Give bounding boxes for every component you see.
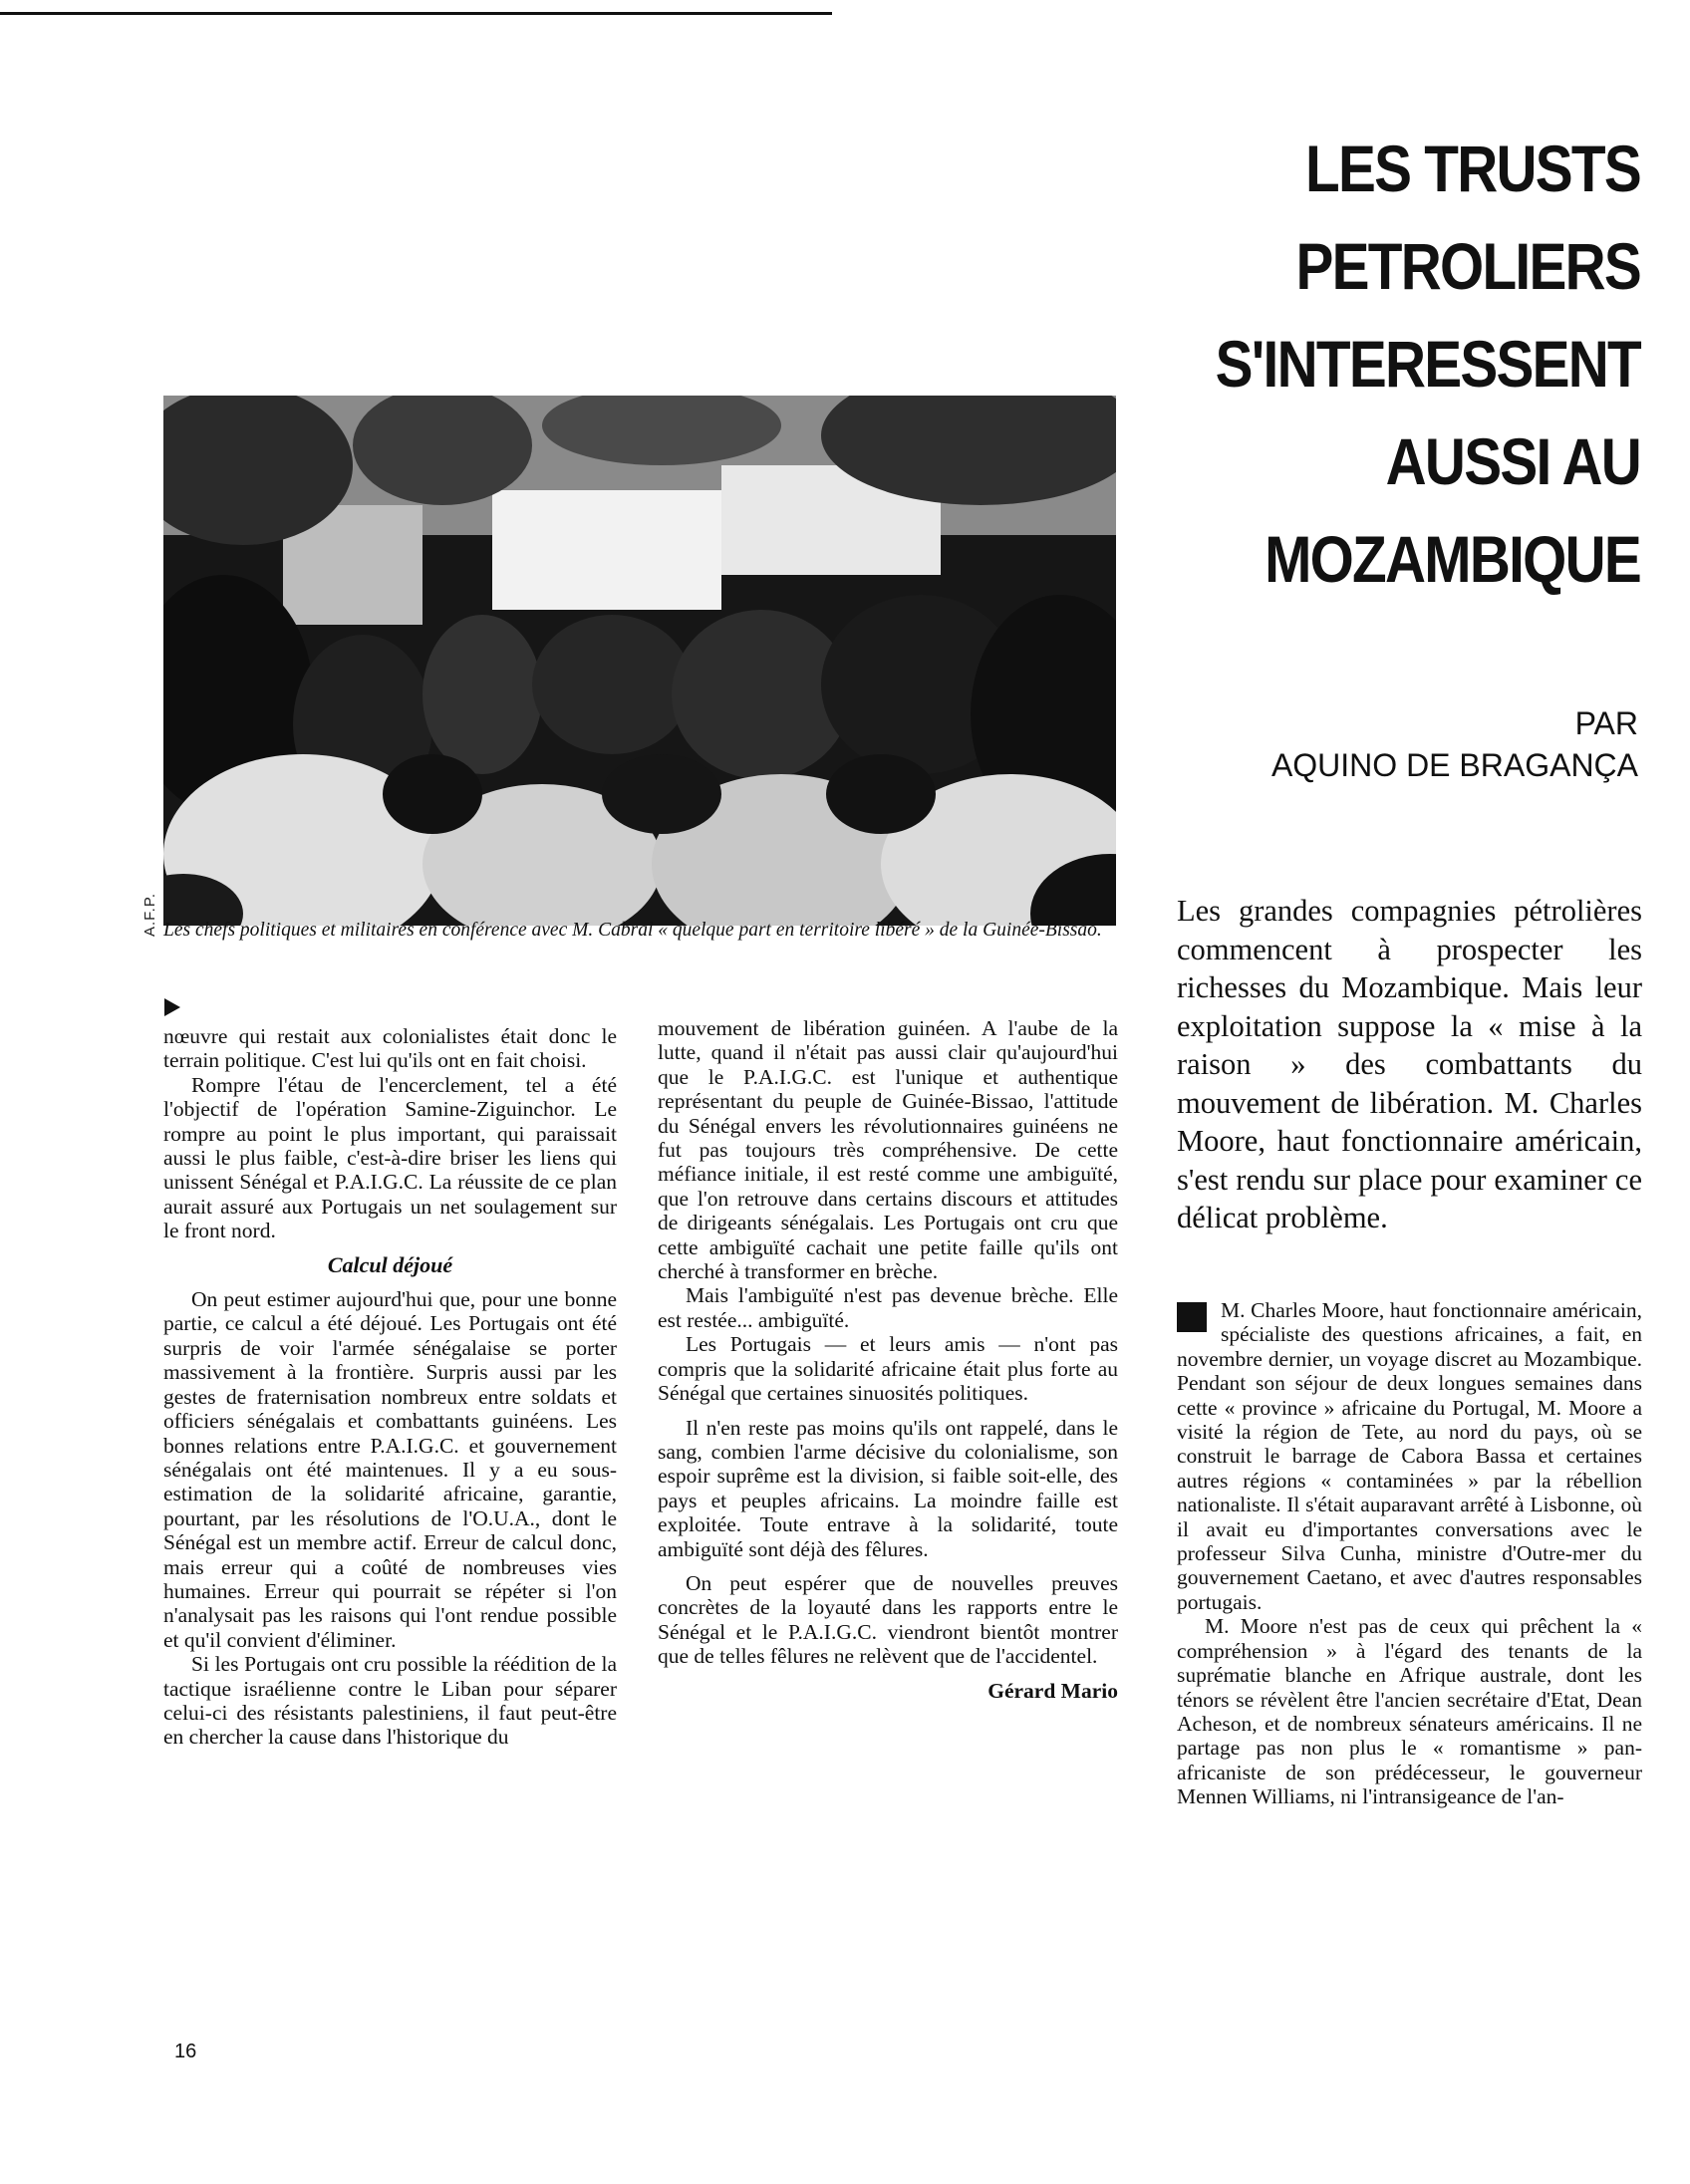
byline-prefix: PAR xyxy=(1574,705,1638,741)
column-2 xyxy=(658,1016,1118,1703)
col2-paragraph-3: Les Portugais — et leurs amis — n'ont pas compris que la solidarité africaine était plus forte au Sénégal que certaines sinuosités politiques. xyxy=(658,1332,1118,1406)
col1-paragraph-3: On peut estimer aujourd'hui que, pour une bonne partie, ce calcul a été déjoué. Les Portugais ont été surpris de voir l'armée sénégalaise se porter massivement à la frontière. Surpris aussi par les gestes de fraternisation nombreux entre soldats et officiers sénégalais et combattants guinéens. Les bonnes relations entre P.A.I.G.C. et gouvernement sénégalais ont été maintenues. Il y a eu sous-estimation de la solidarité africaine, garantie, pourtant, par les résolutions de l'O.U.A., dont le Sénégal est un membre actif. Erreur de calcul donc, mais erreur qui a coûté de nombreuses vies humaines. Erreur qui pourrait se répéter si l'on n'analysait pas les raisons qui l'ont rendue possible et qu'il convient d'éliminer. xyxy=(163,1287,617,1652)
headline-line-1: LES TRUSTS xyxy=(1304,132,1640,205)
headline-line-5: MOZAMBIQUE xyxy=(1265,522,1640,596)
col1-paragraph-1: nœuvre qui restait aux colonialistes était donc le terrain politique. C'est lui qu'ils ont en fait choisi. xyxy=(163,1024,617,1073)
page-number: 16 xyxy=(174,2041,197,2062)
col3-paragraph-1 xyxy=(1177,1298,1642,1614)
photo-caption: Les chefs politiques et militaires en conférence avec M. Cabral « quelque part en territoire libéré » de la Guinée-Bissao. xyxy=(163,920,1102,941)
column-3 xyxy=(1177,1298,1642,1809)
continuation-arrow-icon xyxy=(164,998,180,1016)
col2-paragraph-1: mouvement de libération guinéen. A l'aube de la lutte, quand il n'était pas aussi clair qu'aujourd'hui que le P.A.I.G.C. est l'unique et authentique représentant du peuple de Guinée-Bissao, l'attitude du Sénégal envers les révolutionnaires guinéens ne fut pas toujours très compréhensive. De cette méfiance initiale, il est resté comme une ambiguïté, que l'on retrouve dans certains discours et attitudes de dirigeants sénégalais. Les Portugais ont cru que cette ambiguïté cachait une petite faille qu'ils ont cherché à transformer en brèche. xyxy=(658,1016,1118,1284)
column-1 xyxy=(163,1024,617,1750)
col2-paragraph-2: Mais l'ambiguïté n'est pas devenue brèche. Elle est restée... ambiguïté. xyxy=(658,1283,1118,1332)
headline-line-3: S'INTERESSENT xyxy=(1215,327,1640,401)
top-rule xyxy=(0,12,832,15)
col1-paragraph-4: Si les Portugais ont cru possible la réédition de la tactique israélienne contre le Liban pour séparer celui-ci des résistants palestiniens, il faut peut-être en chercher la cause dans l'historique du xyxy=(163,1652,617,1750)
subhead-calcul-dejoue: Calcul déjoué xyxy=(327,1251,453,1277)
byline-author: AQUINO DE BRAGANÇA xyxy=(1270,747,1638,783)
section-marker-square-icon xyxy=(1177,1302,1207,1332)
author-signature: Gérard Mario xyxy=(987,1678,1118,1703)
headline-line-2: PETROLIERS xyxy=(1295,229,1640,303)
col3-paragraph-1-text: M. Charles Moore, haut fonctionnaire américain, spécialiste des questions africaines, a fait, en novembre dernier, un voyage discret au Mozambique. Pendant son séjour de deux longues semaines dans cette « province » africaine du Portugal, M. Moore a visité la région de Tete, au nord du pays, où se construit le barrage de Cabora Bassa et certaines autres régions « contaminées » par la rébellion nationaliste. Il s'était auparavant arrêté à Lisbonne, où il avait eu d'importantes conversations avec le professeur Silva Cunha, ministre d'Outre-mer du gouvernement Caetano, et avec d'autres responsables portugais. xyxy=(1177,1298,1642,1614)
col2-paragraph-5: On peut espérer que de nouvelles preuves concrètes de la loyauté dans les rapports entre le Sénégal et le P.A.I.G.C. viendront bientôt montrer que de telles fêlures ne relèvent que de l'accidentel. xyxy=(658,1570,1118,1669)
col1-paragraph-2: Rompre l'étau de l'encerclement, tel a été l'objectif de l'opération Samine-Ziguinchor. Le rompre au point le plus important, qui paraissait aussi le plus faible, c'est-à-dire briser les liens qui unissent Sénégal et P.A.I.G.C. La réussite de ce plan aurait assuré aux Portugais un net soulagement sur le front nord. xyxy=(163,1072,617,1243)
photo-credit: A.F.P. xyxy=(141,892,158,937)
headline-line-4: AUSSI AU xyxy=(1385,424,1640,498)
conference-photo xyxy=(163,396,1116,926)
col2-paragraph-4: Il n'en reste pas moins qu'ils ont rappelé, dans le sang, combien l'arme décisive du colonialisme, son espoir suprême est la division, si faible soit-elle, des pays et peuples africains. La moindre faille est exploitée. Toute entrave à la solidarité, toute ambiguïté sont déjà des fêlures. xyxy=(658,1415,1118,1561)
headline xyxy=(1040,120,1640,608)
col3-paragraph-2: M. Moore n'est pas de ceux qui prêchent la « compréhension » à l'égard des tenants de la suprématie blanche en Afrique australe, dont les ténors se révèlent être l'ancien secrétaire d'Etat, Dean Acheson, et de nombreux sénateurs américains. Il ne partage pas non plus le « romantisme » pan-africaniste de son prédécesseur, le gouverneur Mennen Williams, ni l'intransigeance de l'an- xyxy=(1177,1614,1642,1809)
lead-paragraph: Les grandes compagnies pétrolières commencent à prospecter les richesses du Mozambique. Mais leur exploitation suppose la « mise à la raison » des combattants du mouvement de libération. M. Charles Moore, haut fonctionnaire américain, s'est rendu sur place pour examiner ce délicat problème. xyxy=(1177,894,1642,1234)
byline xyxy=(1271,702,1638,786)
